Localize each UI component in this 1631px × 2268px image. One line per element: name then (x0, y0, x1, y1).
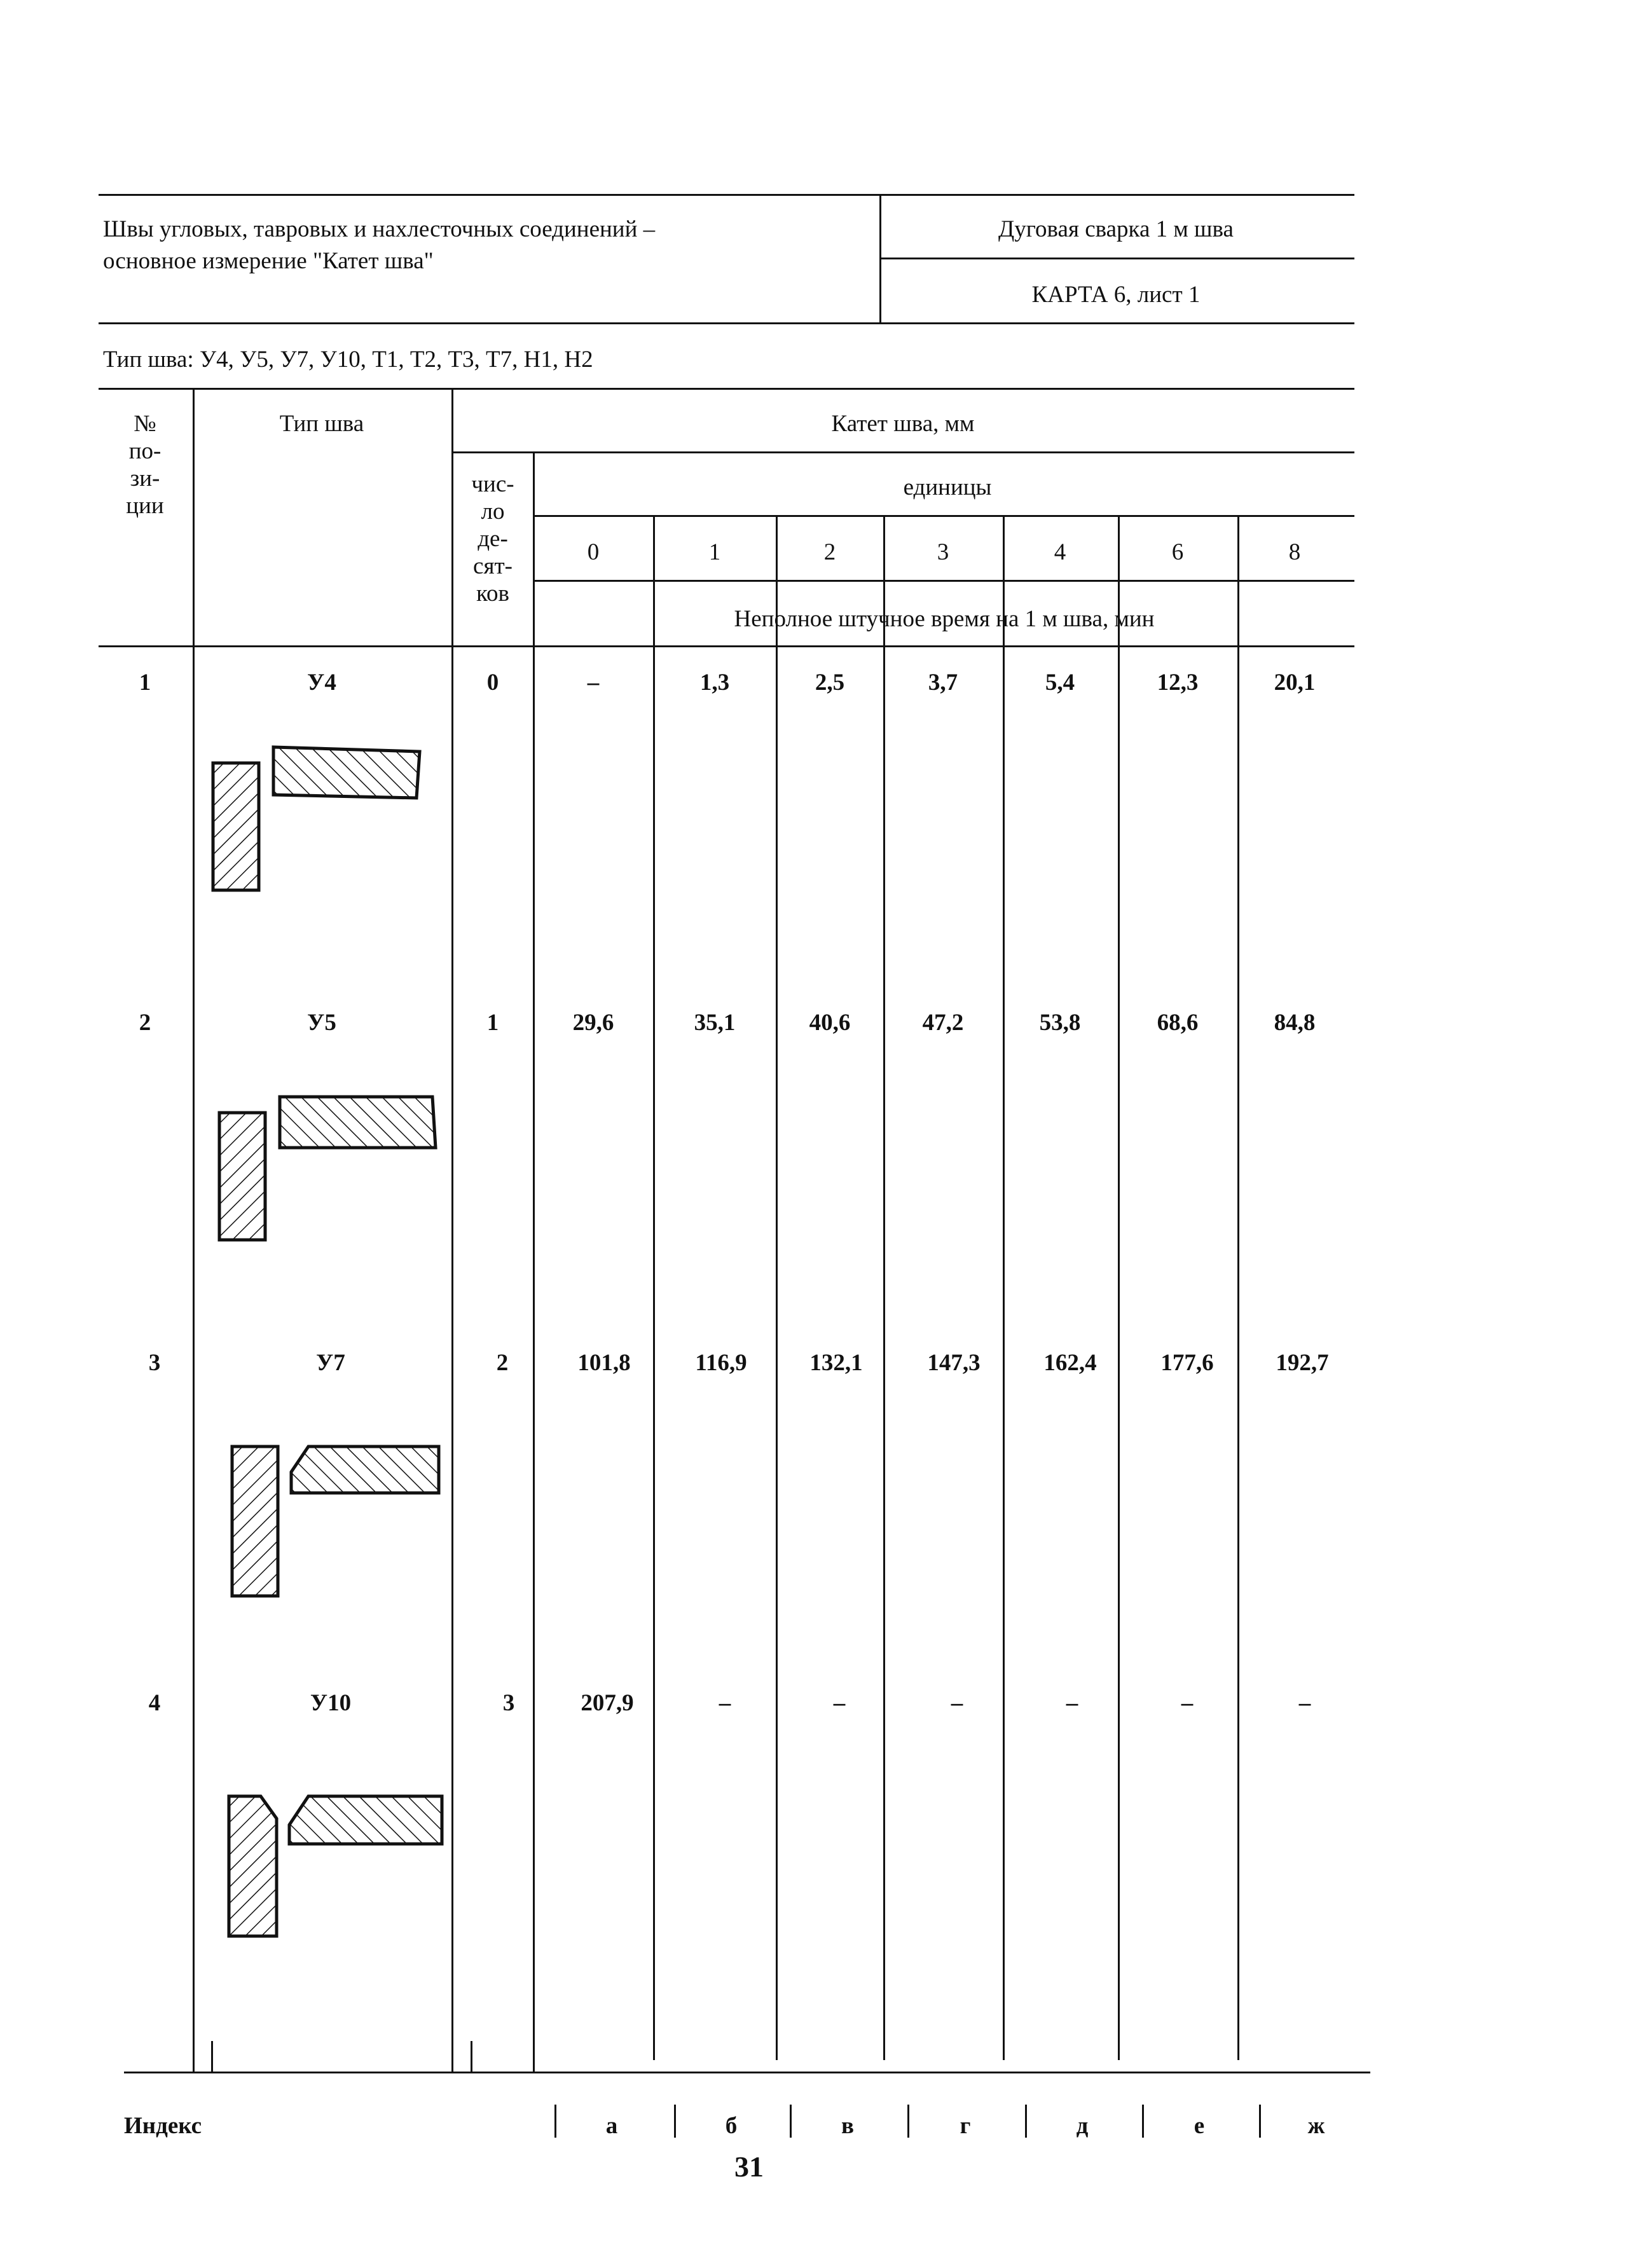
col-type-divider (451, 388, 453, 2073)
row-value: – (833, 1690, 846, 1716)
row-tens: 3 (502, 1690, 515, 1716)
tens-header-line: чис- (471, 471, 514, 497)
col-position-line: № (134, 411, 156, 437)
row-tens: 1 (486, 1010, 499, 1036)
unit-values-rule (534, 580, 1354, 582)
row-value: 147,3 (927, 1350, 981, 1376)
row-value: 84,8 (1274, 1010, 1316, 1036)
index-divider (790, 2105, 792, 2138)
row-value: 53,8 (1039, 1010, 1081, 1036)
unit-value: 3 (937, 539, 949, 565)
row-value: – (587, 670, 600, 696)
document-title-line2: основное измерение "Катет шва" (103, 248, 434, 274)
seam-u4-icon (210, 744, 432, 897)
tens-header-line: сят- (473, 553, 513, 579)
seam-types-line: Тип шва: У4, У5, У7, У10, Т1, Т2, Т3, Т7, Н1, Н2 (103, 347, 593, 373)
row-value: 132,1 (809, 1350, 863, 1376)
tens-header-line: ков (476, 581, 510, 607)
plate-horizontal (273, 747, 420, 798)
row-seam-type: У4 (307, 670, 336, 696)
header-divider (879, 194, 881, 324)
unit-value: 0 (587, 539, 600, 565)
index-divider (907, 2105, 909, 2138)
index-divider (554, 2105, 556, 2138)
seam-u5-icon (216, 1094, 439, 1246)
row-position: 4 (148, 1690, 161, 1716)
row-value: 101,8 (577, 1350, 631, 1376)
col-position-line: зи- (130, 465, 160, 491)
table-header-bottom-rule (99, 645, 1354, 647)
tens-header-line: де- (478, 526, 508, 552)
row-value: – (1066, 1690, 1078, 1716)
row-value: – (951, 1690, 963, 1716)
row-value: 12,3 (1157, 670, 1199, 696)
seam-u10-icon (226, 1793, 448, 1939)
unit-value: 1 (708, 539, 721, 565)
row-value: 29,6 (572, 1010, 614, 1036)
col-num-divider (193, 388, 195, 2073)
row-value: 47,2 (922, 1010, 964, 1036)
plate-horizontal (289, 1796, 442, 1844)
card-number: КАРТА 6, лист 1 (1031, 282, 1201, 308)
index-divider (674, 2105, 676, 2138)
unit-divider-1 (653, 515, 655, 2060)
row-position: 2 (139, 1010, 151, 1036)
col-position-line: ции (126, 493, 164, 519)
col-type-header: Тип шва (279, 411, 364, 437)
header-mid-rule (880, 258, 1354, 259)
row-seam-type: У5 (307, 1010, 336, 1036)
row-value: 40,6 (809, 1010, 851, 1036)
footer-type-divider (471, 2041, 472, 2073)
plate-horizontal (280, 1097, 436, 1148)
kathet-rule (451, 451, 1354, 453)
unit-value: 2 (823, 539, 836, 565)
table-top-rule (99, 388, 1354, 390)
col-position-line: по- (128, 438, 162, 464)
plate-vertical (219, 1113, 265, 1240)
row-position: 3 (148, 1350, 161, 1376)
index-letter: д (1076, 2113, 1089, 2139)
col-tens-divider (533, 451, 535, 2073)
table-bottom-rule (124, 2072, 1370, 2073)
unit-value: 4 (1054, 539, 1066, 565)
tens-header (471, 471, 514, 607)
index-divider (1259, 2105, 1261, 2138)
unit-value: 8 (1288, 539, 1301, 565)
unit-value: 6 (1171, 539, 1184, 565)
row-value: 177,6 (1160, 1350, 1214, 1376)
row-value: 162,4 (1043, 1350, 1097, 1376)
row-value: 1,3 (699, 670, 730, 696)
row-seam-type: У10 (310, 1690, 352, 1716)
header-bottom-rule (99, 322, 1354, 324)
row-value: – (1298, 1690, 1311, 1716)
row-value: 68,6 (1157, 1010, 1199, 1036)
row-tens: 2 (496, 1350, 509, 1376)
index-divider (1025, 2105, 1027, 2138)
index-letter: а (605, 2113, 618, 2139)
row-position: 1 (139, 670, 151, 696)
index-letter: б (725, 2113, 738, 2139)
seam-u7-icon (229, 1443, 451, 1609)
unit-divider-6 (1237, 515, 1239, 2060)
index-letter: ж (1307, 2113, 1325, 2139)
row-value: 192,7 (1276, 1350, 1329, 1376)
time-header: Неполное штучное время на 1 м шва, мин (734, 606, 1155, 632)
row-value: 207,9 (581, 1690, 634, 1716)
row-value: – (719, 1690, 731, 1716)
tens-header-line: ло (481, 498, 505, 525)
index-label: Индекс (124, 2113, 202, 2139)
plate-vertical (232, 1447, 278, 1596)
unit-divider-3 (883, 515, 885, 2060)
row-seam-type: У7 (316, 1350, 345, 1376)
index-letter: г (960, 2113, 971, 2139)
units-rule (534, 515, 1354, 517)
row-tens: 0 (486, 670, 499, 696)
row-value: 5,4 (1045, 670, 1075, 696)
row-value: 35,1 (694, 1010, 736, 1036)
row-value: 20,1 (1274, 670, 1316, 696)
col-position-header (126, 410, 163, 519)
operation-title: Дуговая сварка 1 м шва (998, 216, 1234, 242)
index-letter: в (841, 2113, 854, 2139)
row-value: – (1181, 1690, 1194, 1716)
row-value: 2,5 (815, 670, 845, 696)
kathet-header: Катет шва, мм (831, 411, 975, 437)
unit-divider-5 (1118, 515, 1120, 2060)
plate-vertical (229, 1796, 277, 1936)
page-number: 31 (734, 2150, 764, 2183)
unit-divider-2 (776, 515, 778, 2060)
footer-left-divider (211, 2041, 213, 2073)
plate-vertical (213, 763, 259, 890)
plate-horizontal (291, 1447, 439, 1493)
index-letter: е (1194, 2113, 1205, 2139)
units-header: единицы (903, 474, 992, 500)
unit-divider-4 (1003, 515, 1005, 2060)
header-top-rule (99, 194, 1354, 196)
document-title-line1: Швы угловых, тавровых и нахлесточных соединений – (103, 216, 656, 242)
row-value: 116,9 (695, 1350, 747, 1376)
index-divider (1142, 2105, 1144, 2138)
row-value: 3,7 (928, 670, 958, 696)
